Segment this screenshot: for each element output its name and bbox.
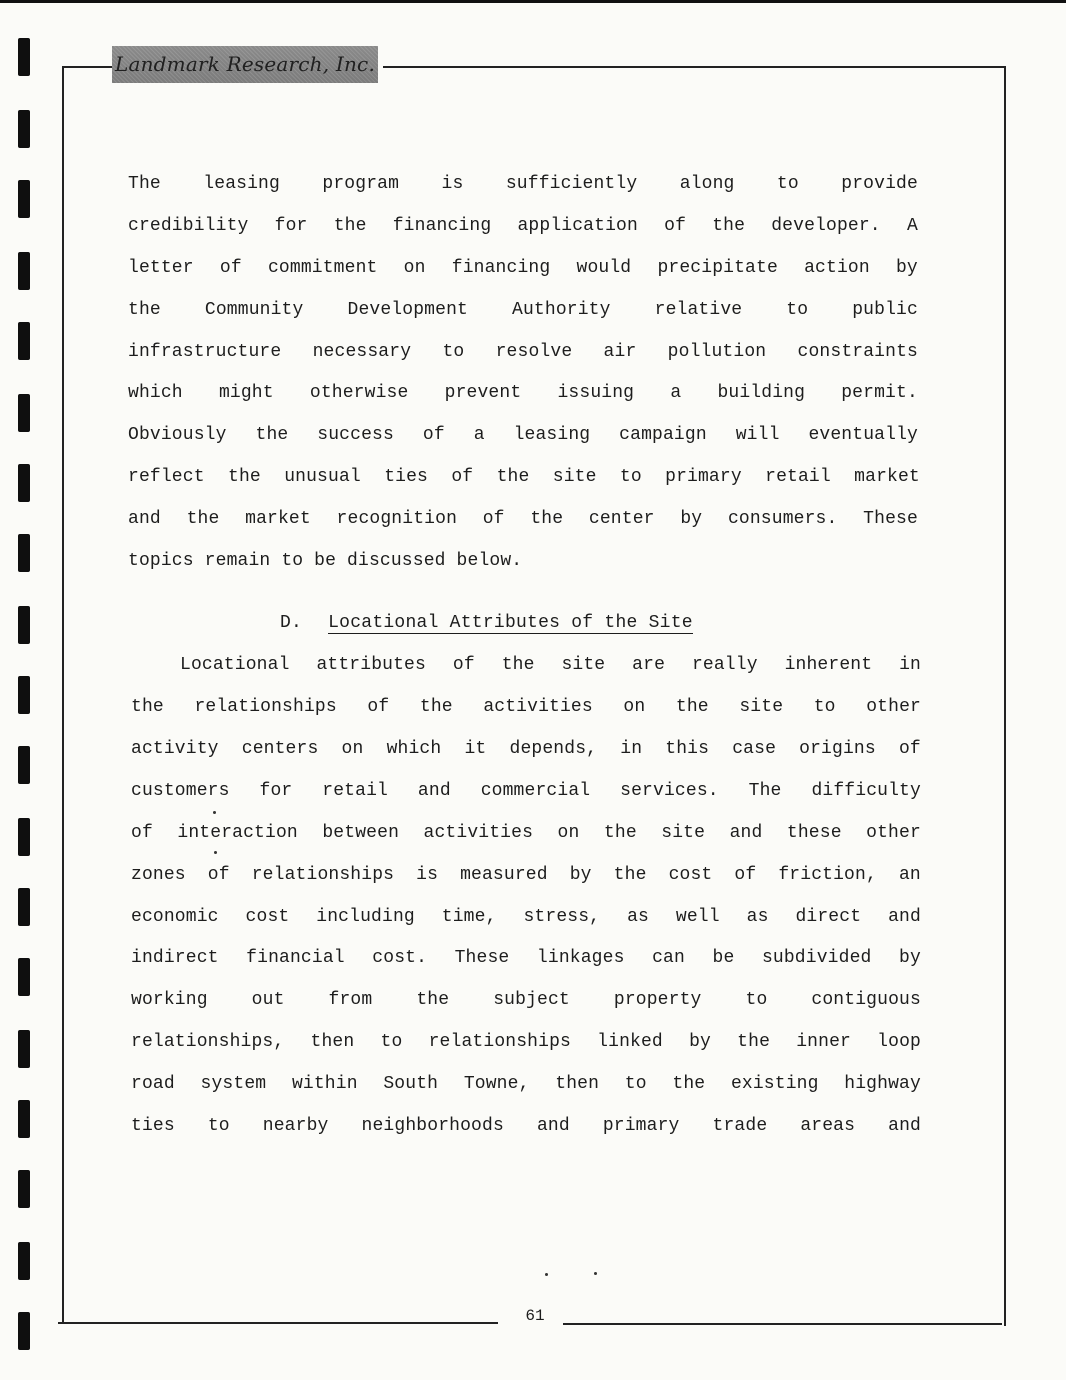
body-line [180,649,921,681]
binding-hole [18,110,30,148]
word: precipitate [657,258,778,278]
word: trade [712,1116,768,1136]
word: from [328,990,373,1010]
word: other [866,823,921,843]
word: retail [322,781,388,801]
word: it [464,739,487,759]
word: relative [654,300,743,320]
word: which [386,739,442,759]
word: as [627,907,649,927]
body-line [131,775,921,807]
word: consumers. [727,509,838,529]
company-letterhead: Landmark Research, Inc. [112,46,378,83]
body-line [131,1026,921,1058]
word: system [200,1074,267,1094]
word: will [735,425,780,445]
word: of [482,509,505,529]
word: economic [131,907,219,927]
word: commitment [267,258,378,278]
word: the [672,1074,706,1094]
word: this [665,739,710,759]
word: of [422,425,445,445]
top-edge-rule [0,0,1066,3]
word: ties [384,467,428,487]
word: the [131,697,164,717]
word: indirect [131,948,219,968]
binding-hole [18,1242,30,1280]
word: are [632,655,666,675]
word: financial [246,948,345,968]
word: by [569,865,592,885]
word: air [603,342,637,362]
word: Authority [512,300,611,320]
binding-holes [18,38,32,1358]
word: reflect [128,467,205,487]
word: necessary [312,342,412,362]
body-line [131,733,921,765]
word: linked [597,1032,663,1052]
word: property [613,990,702,1010]
body-line [131,691,921,723]
word: Development [347,300,468,320]
word: A [906,216,918,236]
word: building [717,383,806,403]
word: interaction [177,823,298,843]
word: infrastructure [128,342,282,362]
binding-hole [18,606,30,644]
word: program [322,174,400,194]
word: unusual [284,467,361,487]
word: customers [131,781,230,801]
binding-hole [18,322,30,360]
word: to [745,990,768,1010]
word: including [316,907,415,927]
word: the [333,216,367,236]
word: to [207,1116,230,1136]
word: activities [423,823,534,843]
word: provide [841,174,918,194]
section-heading [280,607,693,639]
word: of [219,258,242,278]
word: and [729,823,763,843]
word: public [852,300,918,320]
word: to [624,1074,647,1094]
word: site [739,697,784,717]
word: highway [844,1074,921,1094]
word: the [255,425,289,445]
word: can [652,948,685,968]
word: contiguous [811,990,921,1010]
binding-hole [18,1170,30,1208]
word: and [888,907,921,927]
word: These [863,509,918,529]
page-number: 61 [525,1307,545,1325]
word: within [291,1074,358,1094]
word: inherent [784,655,873,675]
word: the [675,697,709,717]
word: to [442,342,465,362]
word: The [128,174,161,194]
binding-hole [18,1030,30,1068]
word: application [517,216,638,236]
body-line [131,859,921,891]
word: the [603,823,637,843]
binding-hole [18,676,30,714]
word: the [128,300,161,320]
body-line [131,1110,921,1142]
binding-hole [18,1100,30,1138]
binding-hole [18,818,30,856]
paper-speck [545,1273,548,1276]
word: the [228,467,261,487]
word: neighborhoods [361,1116,504,1136]
word: by [689,1032,711,1052]
paper-speck [213,811,216,814]
word: ties [131,1116,175,1136]
body-line [128,294,918,326]
word: attributes [316,655,426,675]
word: subject [493,990,570,1010]
word: leasing [513,425,591,445]
word: to [380,1032,403,1052]
word: site [552,467,597,487]
body-line [131,1068,921,1100]
word: along [679,174,735,194]
word: would [576,258,632,278]
word: to [813,697,836,717]
word: cost. [372,948,428,968]
word: developer. [771,216,881,236]
section-title: Locational Attributes of the Site [328,613,693,633]
binding-hole [18,464,30,502]
word: cost [245,907,290,927]
binding-hole [18,746,30,784]
word: Towne, [463,1074,530,1094]
word: existing [730,1074,819,1094]
body-line [128,252,918,284]
word: areas [800,1116,856,1136]
word: be [712,948,735,968]
body-line: topics remain to be discussed below. [128,551,523,571]
word: an [898,865,921,885]
frame-bottom-right-rule [563,1323,1002,1325]
binding-hole [18,888,30,926]
body-line [131,901,921,933]
word: otherwise [309,383,409,403]
word: road [131,1074,175,1094]
word: by [895,258,918,278]
word: in [620,739,643,759]
binding-hole [18,958,30,996]
word: The [748,781,782,801]
word: These [454,948,510,968]
frame-top-left-rule [62,66,112,68]
word: working [131,990,208,1010]
word: of [207,865,230,885]
word: activities [483,697,593,717]
word: the [737,1032,771,1052]
word: the [416,990,450,1010]
word: other [866,697,921,717]
word: the [186,509,220,529]
word: on [557,823,580,843]
word: and [128,509,161,529]
word: relationships, [131,1032,285,1052]
word: credibility [128,216,249,236]
body-line [128,419,918,451]
word: activity [131,739,219,759]
word: to [619,467,642,487]
word: inner [796,1032,851,1052]
word: letter [128,258,194,278]
paper-speck [594,1272,597,1275]
word: in [899,655,921,675]
body-line [128,461,920,493]
word: of [367,697,390,717]
word: for [274,216,308,236]
word: centers [241,739,319,759]
word: the [613,865,647,885]
binding-hole [18,38,30,76]
word: relationships [251,865,395,885]
body-line [131,942,921,974]
frame-right-rule [1004,66,1006,1326]
word: subdivided [761,948,872,968]
word: primary [602,1116,680,1136]
word: these [786,823,842,843]
word: on [341,739,364,759]
word: site [661,823,706,843]
frame-bottom-left-rule [58,1322,498,1324]
frame-top-right-rule [383,66,1006,68]
word: eventually [808,425,918,445]
word: Obviously [128,425,227,445]
word: for [259,781,293,801]
word: a [473,425,485,445]
paper-speck [214,851,217,854]
word: to [776,174,799,194]
binding-hole [18,180,30,218]
binding-hole [18,394,30,432]
body-line [128,377,918,409]
word: out [251,990,285,1010]
word: really [691,655,758,675]
word: action [804,258,870,278]
body-line [128,210,918,242]
word: site [561,655,606,675]
body-line [128,168,918,200]
word: as [746,907,769,927]
word: campaign [619,425,707,445]
word: primary [665,467,742,487]
word: sufficiently [505,174,638,194]
word: market [245,509,311,529]
word: pollution [667,342,767,362]
word: relationships [428,1032,571,1052]
word: of [898,739,921,759]
word: origins [799,739,876,759]
word: then [555,1074,600,1094]
word: case [732,739,777,759]
word: resolve [495,342,573,362]
word: center [588,509,655,529]
word: constraints [797,342,918,362]
word: the [496,467,530,487]
word: leasing [203,174,280,194]
word: success [317,425,394,445]
word: commercial [480,781,591,801]
word: on [403,258,426,278]
word: the [419,697,453,717]
word: by [899,948,921,968]
word: which [128,383,183,403]
section-letter: D. [280,613,303,633]
word: time, [441,907,497,927]
word: of [131,823,153,843]
word: on [623,697,646,717]
word: the [530,509,564,529]
word: Locational [180,655,290,675]
word: then [310,1032,355,1052]
word: of [451,467,474,487]
word: and [536,1116,570,1136]
word: between [322,823,400,843]
word: of [734,865,757,885]
body-line [131,984,921,1016]
word: cost [668,865,713,885]
word: zones [131,865,186,885]
word: depends, [509,739,598,759]
word: to [786,300,809,320]
body-line [131,817,921,849]
word: of [452,655,475,675]
word: issuing [557,383,635,403]
word: well [675,907,720,927]
word: stress, [523,907,601,927]
word: Community [204,300,304,320]
word: friction, [778,865,877,885]
binding-hole [18,534,30,572]
word: services. [620,781,719,801]
word: and [888,1116,921,1136]
body-line [128,503,918,535]
frame-left-rule [62,66,64,1324]
word: linkages [536,948,625,968]
word: permit. [841,383,918,403]
body-line [128,336,918,368]
word: measured [460,865,548,885]
word: by [680,509,703,529]
word: of [664,216,687,236]
word: loop [877,1032,921,1052]
word: and [417,781,451,801]
word: financing [451,258,551,278]
word: is [441,174,464,194]
word: a [670,383,682,403]
word: financing [392,216,492,236]
binding-hole [18,1312,30,1350]
word: market [854,467,920,487]
binding-hole [18,252,30,290]
word: nearby [262,1116,329,1136]
word: the [712,216,746,236]
word: recognition [336,509,458,529]
word: is [416,865,439,885]
word: prevent [444,383,522,403]
word: the [501,655,535,675]
word: direct [795,907,862,927]
word: relationships [194,697,337,717]
word: might [218,383,274,403]
word: retail [765,467,831,487]
word: South [383,1074,439,1094]
word: difficulty [811,781,921,801]
